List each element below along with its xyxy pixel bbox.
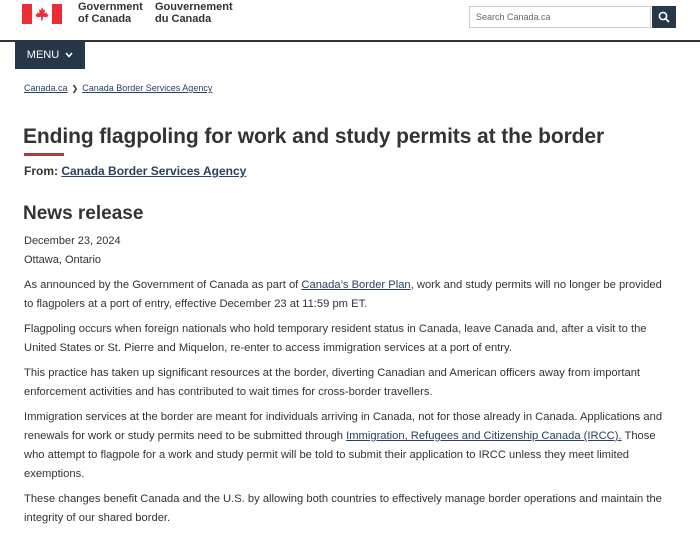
p1-text-after: , work and study permits will no longer be provided to flagpolers at a port of entry, effective December 23 at 11:59 pm ET.	[24, 279, 662, 310]
search-button[interactable]	[652, 6, 676, 28]
wordmark-en-line1: Government	[78, 1, 143, 13]
canada-flag-icon	[22, 4, 62, 24]
from-link[interactable]: Canada Border Services Agency	[61, 164, 247, 178]
p4-text-after: Those who attempt to flagpole for a work and study permit will be told to submit their application to IRCC unless they meet limited exemptions.	[24, 430, 656, 480]
p4-text-before: Immigration services at the border are meant for individuals arriving in Canada, not for those already in Canada. Applications and renewals for work or study permits need to be submitted through	[24, 411, 663, 442]
paragraph-4	[24, 408, 674, 484]
breadcrumb-link-canada[interactable]: Canada.ca	[24, 83, 68, 93]
wordmark-french[interactable]	[155, 1, 233, 25]
menu-label: MENU	[26, 49, 60, 61]
release-location: Ottawa, Ontario	[24, 254, 102, 266]
from-line	[24, 164, 246, 178]
chevron-right-icon: ❯	[71, 84, 79, 93]
border-plan-link[interactable]: Canada’s Border Plan	[301, 279, 411, 291]
section-title: News release	[23, 203, 144, 224]
chevron-down-icon	[65, 52, 73, 58]
breadcrumb-link-cbsa[interactable]: Canada Border Services Agency	[82, 83, 213, 93]
release-date: December 23, 2024	[24, 235, 121, 247]
paragraph-2: Flagpoling occurs when foreign nationals who hold temporary resident status in Canada, leave Canada and, after a visit to the United States or St. Pierre and Miquelon, re-enter to access immigration services at a port of entry.	[24, 323, 647, 354]
search-input[interactable]	[469, 6, 651, 28]
breadcrumb	[24, 83, 212, 93]
paragraph-5: These changes benefit Canada and the U.S. by allowing both countries to effectively manage border operations and maintain the integrity of our shared border.	[24, 493, 662, 524]
wordmark-en-line2: of Canada	[78, 13, 132, 25]
ircc-link[interactable]: Immigration, Refugees and Citizenship Canada (IRCC).	[346, 430, 622, 442]
menu-button[interactable]	[15, 41, 85, 69]
title-underline	[24, 153, 64, 156]
page-title: Ending flagpoling for work and study permits at the border	[23, 125, 605, 148]
from-label: From:	[24, 164, 58, 178]
p1-text-before: As announced by the Government of Canada as part of	[24, 279, 302, 291]
paragraph-1	[24, 276, 674, 314]
site-header	[0, 0, 700, 42]
search-icon	[658, 11, 670, 23]
wordmark-english[interactable]	[78, 1, 143, 25]
wordmark-fr-line1: Gouvernement	[155, 1, 233, 13]
search-form	[469, 6, 676, 28]
wordmark-fr-line2: du Canada	[155, 13, 212, 25]
paragraph-3: This practice has taken up significant resources at the border, diverting Canadian and American officers away from important enforcement activities and has contributed to wait times for cross-border travellers.	[24, 367, 641, 398]
